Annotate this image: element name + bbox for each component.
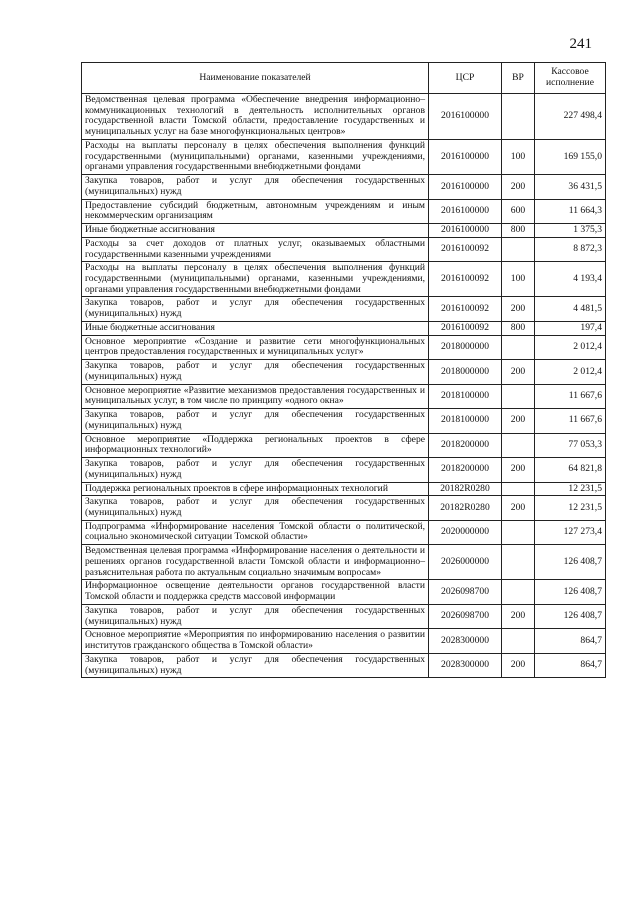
row-sum-cell: 11 664,3 [535,199,606,223]
table-row [82,604,606,628]
row-vr-cell [502,335,535,359]
row-csr-cell: 20182R0280 [429,496,502,520]
row-vr-cell [502,580,535,604]
row-csr-cell: 20182R0280 [429,482,502,496]
row-name-cell: Расходы за счет доходов от платных услуг, оказываемых областными государственными казенными учреждениями [82,237,429,261]
row-csr-cell: 2016100092 [429,237,502,261]
row-csr-cell: 2018100000 [429,409,502,433]
row-name-cell: Ведомственная целевая программа «Обеспечение внедрения информационно–коммуникационных технологий в деятельность исполнительных органов государственной власти Томской области, предоставление государственных и муниципальных услуг на базе многофункциональных центров» [82,94,429,140]
row-csr-cell: 2016100000 [429,139,502,174]
row-sum-cell: 64 821,8 [535,458,606,482]
row-name-cell: Расходы на выплаты персоналу в целях обеспечения выполнения функций государственными (муниципальными) органами, казенными учреждениями, органами управления государственными внебюджетными фондами [82,262,429,297]
row-sum-cell: 1 375,3 [535,224,606,238]
row-csr-cell: 2020000000 [429,520,502,544]
row-csr-cell: 2026098700 [429,580,502,604]
row-sum-cell: 126 408,7 [535,580,606,604]
row-name-cell: Закупка товаров, работ и услуг для обеспечения государственных (муниципальных) нужд [82,496,429,520]
row-name-cell: Закупка товаров, работ и услуг для обеспечения государственных (муниципальных) нужд [82,360,429,384]
row-sum-cell: 864,7 [535,629,606,653]
table-row [82,545,606,580]
table-row [82,335,606,359]
budget-execution-table [81,62,606,678]
table-row [82,629,606,653]
table-row [82,175,606,199]
table-row [82,321,606,335]
row-sum-cell: 12 231,5 [535,496,606,520]
row-name-cell: Расходы на выплаты персоналу в целях обеспечения выполнения функций государственными (муниципальными) органами, казенными учреждениями, органами управления государственными внебюджетными фондами [82,139,429,174]
header-sum: Кассовое исполнение [535,63,606,94]
row-sum-cell: 77 053,3 [535,433,606,457]
table-header-row [82,63,606,94]
table-body [82,94,606,678]
table-row [82,384,606,408]
row-name-cell: Ведомственная целевая программа «Информирование населения о деятельности и решениях органов государственной власти Томской области и информационно–разъяснительная работа по актуальным социально значимым вопросам» [82,545,429,580]
row-csr-cell: 2016100092 [429,262,502,297]
row-csr-cell: 2016100000 [429,224,502,238]
row-csr-cell: 2016100000 [429,175,502,199]
row-vr-cell: 200 [502,297,535,321]
row-name-cell: Основное мероприятие «Создание и развитие сети многофункциональных центров предоставления государственных и муниципальных услуг» [82,335,429,359]
row-vr-cell [502,629,535,653]
row-csr-cell: 2028300000 [429,653,502,677]
row-sum-cell: 12 231,5 [535,482,606,496]
table-row [82,458,606,482]
row-vr-cell [502,433,535,457]
header-csr: ЦСР [429,63,502,94]
row-vr-cell: 800 [502,224,535,238]
row-sum-cell: 11 667,6 [535,409,606,433]
row-csr-cell: 2018200000 [429,433,502,457]
row-sum-cell: 36 431,5 [535,175,606,199]
row-vr-cell [502,520,535,544]
header-name: Наименование показателей [82,63,429,94]
table-row [82,360,606,384]
table-row [82,520,606,544]
row-sum-cell: 169 155,0 [535,139,606,174]
table-row [82,94,606,140]
row-sum-cell: 4 193,4 [535,262,606,297]
table-row [82,224,606,238]
row-csr-cell: 2028300000 [429,629,502,653]
row-vr-cell [502,545,535,580]
row-csr-cell: 2018000000 [429,360,502,384]
table-row [82,433,606,457]
row-vr-cell: 200 [502,604,535,628]
row-sum-cell: 864,7 [535,653,606,677]
table-row [82,580,606,604]
row-csr-cell: 2018200000 [429,458,502,482]
row-sum-cell: 11 667,6 [535,384,606,408]
row-name-cell: Закупка товаров, работ и услуг для обеспечения государственных (муниципальных) нужд [82,175,429,199]
row-csr-cell: 2016100092 [429,321,502,335]
row-vr-cell: 200 [502,175,535,199]
row-vr-cell: 800 [502,321,535,335]
row-csr-cell: 2016100000 [429,199,502,223]
table-row [82,653,606,677]
row-csr-cell: 2018000000 [429,335,502,359]
table-row [82,237,606,261]
table-row [82,199,606,223]
table-row [82,297,606,321]
row-sum-cell: 2 012,4 [535,360,606,384]
row-name-cell: Закупка товаров, работ и услуг для обеспечения государственных (муниципальных) нужд [82,409,429,433]
table-row [82,139,606,174]
row-name-cell: Иные бюджетные ассигнования [82,224,429,238]
row-name-cell: Иные бюджетные ассигнования [82,321,429,335]
row-sum-cell: 2 012,4 [535,335,606,359]
row-sum-cell: 197,4 [535,321,606,335]
row-vr-cell [502,384,535,408]
row-sum-cell: 126 408,7 [535,604,606,628]
row-name-cell: Закупка товаров, работ и услуг для обеспечения государственных (муниципальных) нужд [82,653,429,677]
row-csr-cell: 2016100000 [429,94,502,140]
row-vr-cell: 600 [502,199,535,223]
row-vr-cell [502,94,535,140]
row-sum-cell: 127 273,4 [535,520,606,544]
row-sum-cell: 227 498,4 [535,94,606,140]
row-vr-cell: 100 [502,139,535,174]
row-vr-cell [502,482,535,496]
row-vr-cell: 200 [502,496,535,520]
row-csr-cell: 2026000000 [429,545,502,580]
table-row [82,262,606,297]
row-vr-cell: 100 [502,262,535,297]
row-csr-cell: 2016100092 [429,297,502,321]
page-number: 241 [569,36,592,52]
row-name-cell: Подпрограмма «Информирование населения Томской области о политической, социально экономической ситуации Томской области» [82,520,429,544]
row-name-cell: Закупка товаров, работ и услуг для обеспечения государственных (муниципальных) нужд [82,458,429,482]
row-vr-cell: 200 [502,360,535,384]
row-name-cell: Поддержка региональных проектов в сфере информационных технологий [82,482,429,496]
row-csr-cell: 2026098700 [429,604,502,628]
row-name-cell: Закупка товаров, работ и услуг для обеспечения государственных (муниципальных) нужд [82,297,429,321]
row-csr-cell: 2018100000 [429,384,502,408]
row-vr-cell: 200 [502,458,535,482]
row-name-cell: Основное мероприятие «Поддержка региональных проектов в сфере информационных технологий» [82,433,429,457]
row-vr-cell: 200 [502,409,535,433]
header-vr: ВР [502,63,535,94]
row-vr-cell [502,237,535,261]
row-name-cell: Основное мероприятие «Мероприятия по информированию населения о развитии институтов гражданского общества в Томской области» [82,629,429,653]
row-sum-cell: 4 481,5 [535,297,606,321]
row-name-cell: Предоставление субсидий бюджетным, автономным учреждениям и иным некоммерческим организациям [82,199,429,223]
row-sum-cell: 8 872,3 [535,237,606,261]
table-row [82,482,606,496]
row-name-cell: Основное мероприятие «Развитие механизмов предоставления государственных и муниципальных услуг, в том числе по принципу «одного окна» [82,384,429,408]
row-name-cell: Закупка товаров, работ и услуг для обеспечения государственных (муниципальных) нужд [82,604,429,628]
row-sum-cell: 126 408,7 [535,545,606,580]
row-name-cell: Информационное освещение деятельности органов государственной власти Томской области и поддержка средств массовой информации [82,580,429,604]
row-vr-cell: 200 [502,653,535,677]
table-row [82,496,606,520]
table-row [82,409,606,433]
